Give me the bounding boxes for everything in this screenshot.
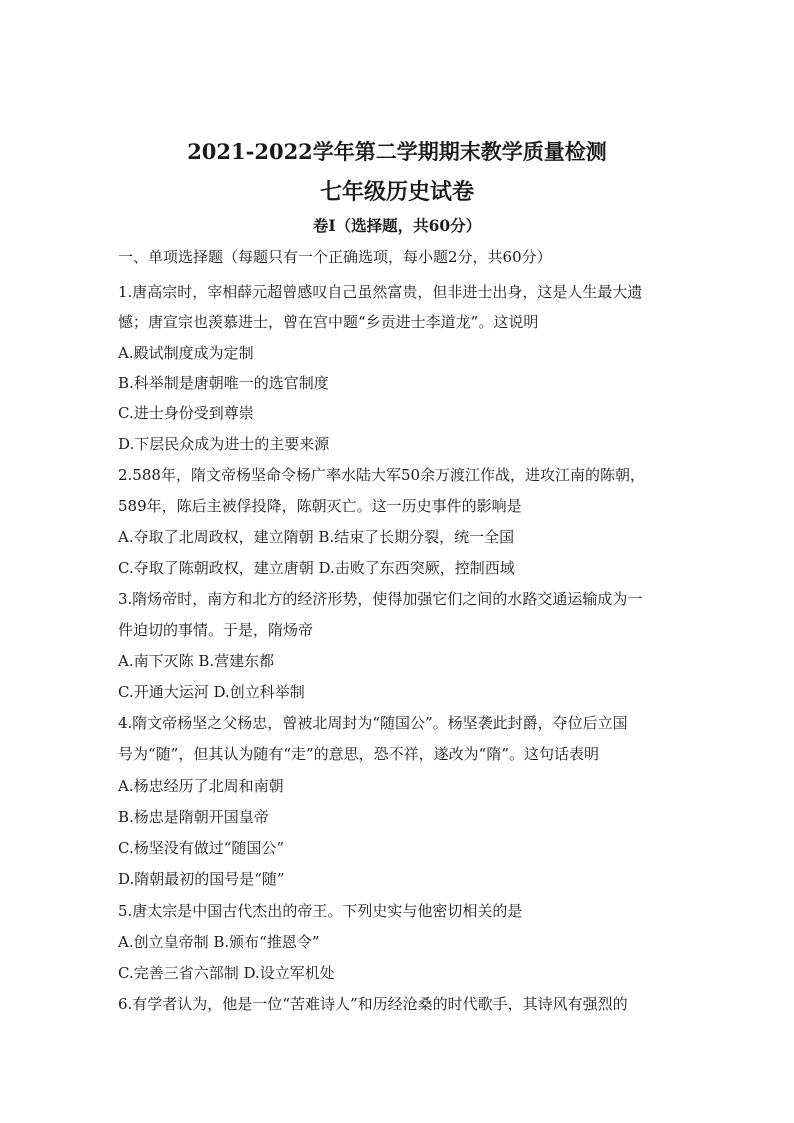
question-1-option-a: A.殿试制度成为定制 <box>118 344 254 362</box>
question-2-options-ab: A.夺取了北周政权，建立隋朝 B.结束了长期分裂，统一全国 <box>118 528 515 546</box>
question-3-stem-line-1: 3.隋炀帝时，南方和北方的经济形势，使得加强它们之间的水路交通运输成为一 <box>118 590 643 608</box>
exam-subtitle: 七年级历史试卷 <box>319 179 474 205</box>
question-1-option-d: D.下层民众成为进士的主要来源 <box>118 435 330 453</box>
question-4-stem-line-2: 号为“随”，但其认为随有“走”的意思，恐不祥，遂改为“隋”。这句话表明 <box>118 745 600 763</box>
section-heading: 卷Ⅰ（选择题，共60分） <box>312 216 482 235</box>
instructions: 一、单项选择题（每题只有一个正确选项，每小题2分，共60分） <box>118 248 552 266</box>
question-3-stem-line-2: 件迫切的事情。于是，隋炀帝 <box>118 621 314 639</box>
question-4-option-b: B.杨忠是隋朝开国皇帝 <box>118 808 269 826</box>
exam-title: 2021-2022学年第二学期期末教学质量检测 <box>187 139 607 164</box>
question-5-stem-line-1: 5.唐太宗是中国古代杰出的帝王。下列史实与他密切相关的是 <box>118 902 523 920</box>
question-1-option-b: B.科举制是唐朝唯一的选官制度 <box>118 374 329 392</box>
question-2-options-cd: C.夺取了陈朝政权，建立唐朝 D.击败了东西突厥，控制西域 <box>118 559 515 577</box>
question-6-stem-line-1: 6.有学者认为，他是一位“苦难诗人”和历经沧桑的时代歌手，其诗风有强烈的 <box>118 995 628 1013</box>
question-1-option-c: C.进士身份受到尊崇 <box>118 404 254 422</box>
question-1-stem-line-2: 憾；唐宣宗也羡慕进士，曾在宫中题“乡贡进士李道龙”。这说明 <box>118 313 539 331</box>
question-5-options-ab: A.创立皇帝制 B.颁布“推恩令” <box>118 933 320 951</box>
question-3-options-cd: C.开通大运河 D.创立科举制 <box>118 683 305 701</box>
question-2-stem-line-1: 2.588年，隋文帝杨坚命令杨广率水陆大军50余万渡江作战，进攻江南的陈朝， <box>118 466 646 484</box>
question-4-option-d: D.隋朝最初的国号是“随” <box>118 870 285 888</box>
question-4-stem-line-1: 4.隋文帝杨坚之父杨忠，曾被北周封为“随国公”。杨坚袭此封爵，夺位后立国 <box>118 714 628 732</box>
question-4-option-c: C.杨坚没有做过“随国公” <box>118 839 285 857</box>
question-4-option-a: A.杨忠经历了北周和南朝 <box>118 777 284 795</box>
question-1-stem-line-1: 1.唐高宗时，宰相薛元超曾感叹自己虽然富贵，但非进士出身，这是人生最大遗 <box>118 283 643 301</box>
question-5-options-cd: C.完善三省六部制 D.设立军机处 <box>118 964 335 982</box>
question-3-options-ab: A.南下灭陈 B.营建东都 <box>118 652 275 670</box>
question-2-stem-line-2: 589年，陈后主被俘投降，陈朝灭亡。这一历史事件的影响是 <box>118 497 522 515</box>
